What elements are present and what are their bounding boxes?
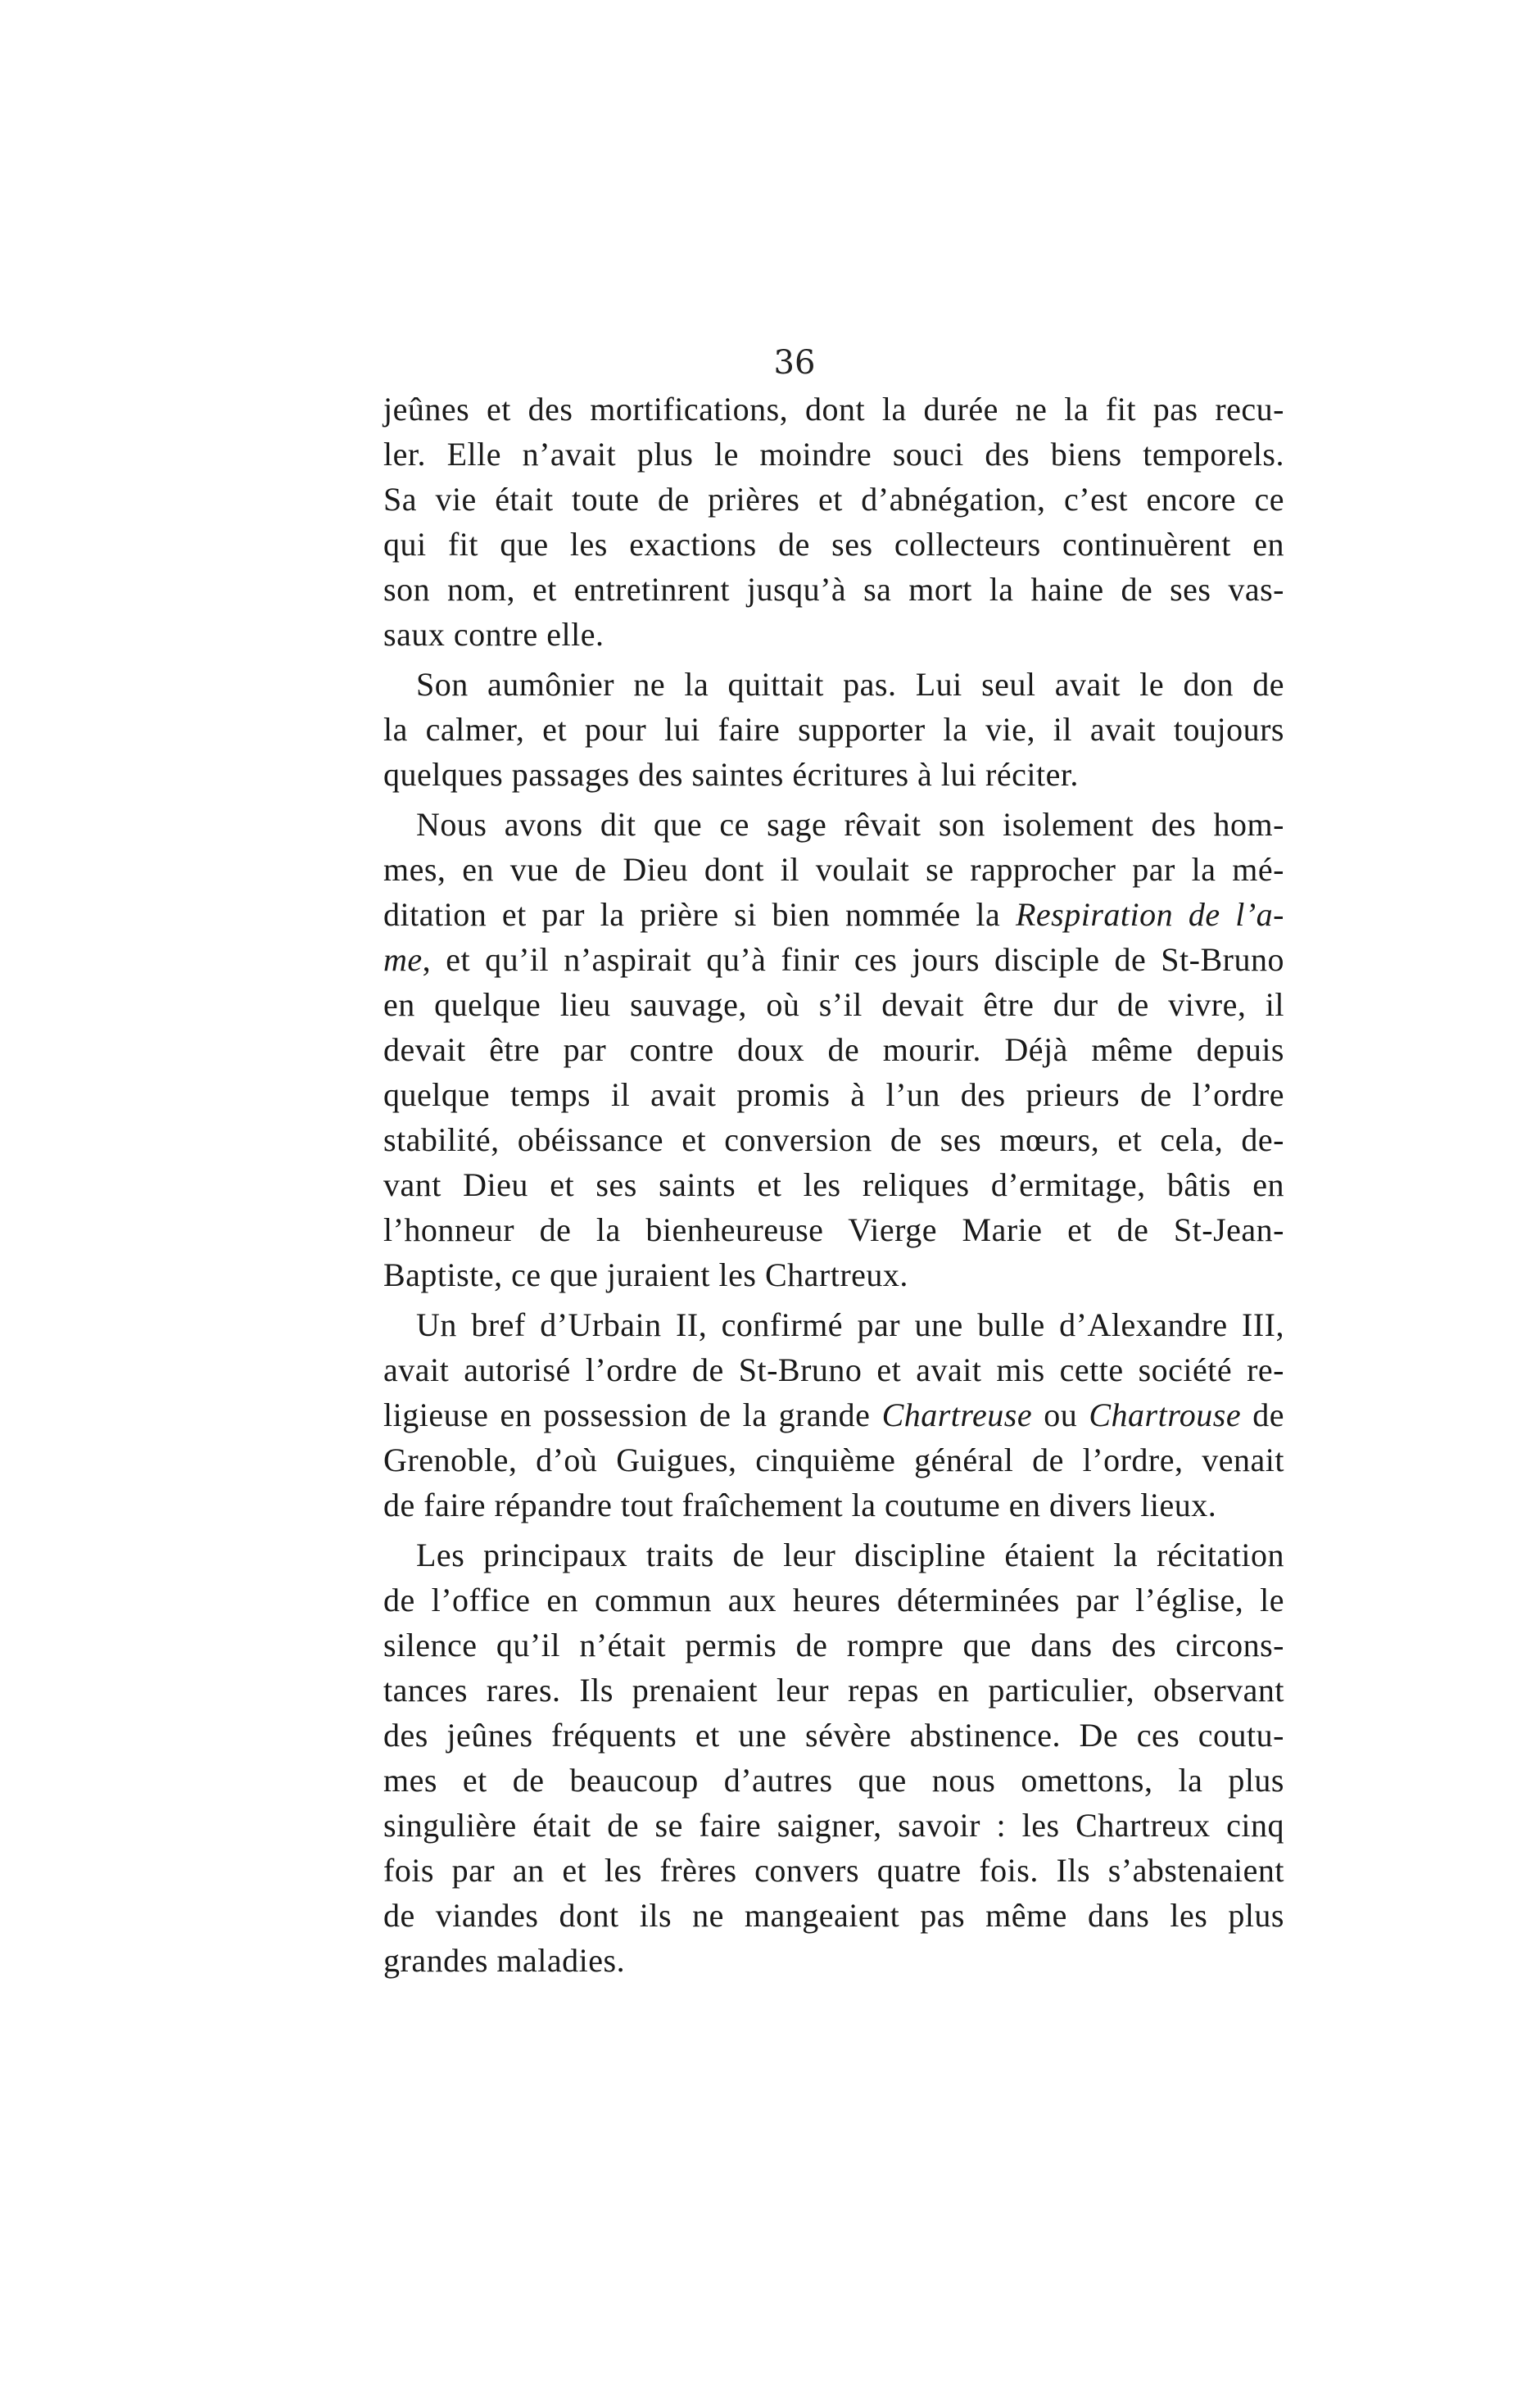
paragraph-start-line: Son aumônier ne la quittait pas. Lui seul avait le don de — [416, 666, 1284, 703]
text-line: Grenoble, d’où Guigues, cinquième général de l’ordre, venait — [383, 1442, 1284, 1478]
text-line: Sa vie était toute de prières et d’abnégation, c’est encore ce — [383, 481, 1284, 518]
paragraph-start-line: Un bref d’Urbain II, confirmé par une bulle d’Alexandre III, — [416, 1306, 1284, 1343]
text-line: son nom, et entretinrent jusqu’à sa mort la haine de ses vas- — [383, 571, 1284, 608]
text-line: de l’office en commun aux heures déterminées par l’église, le — [383, 1582, 1284, 1618]
text-line: l’honneur de la bienheureuse Vierge Marie et de St-Jean- — [383, 1211, 1284, 1248]
text-line — [383, 1392, 1284, 1437]
italic-text-run: Chartreuse — [881, 1396, 1033, 1433]
text-line: stabilité, obéissance et conversion de ses mœurs, et cela, de- — [383, 1121, 1284, 1158]
text-line: vant Dieu et ses saints et les reliques d’ermitage, bâtis en — [383, 1166, 1284, 1203]
text-run: ditation et par la prière si bien nommée la — [383, 896, 1016, 933]
text-line: qui fit que les exactions de ses collecteurs continuèrent en — [383, 526, 1284, 563]
paragraph-start-line: Nous avons dit que ce sage rêvait son isolement des hom- — [416, 806, 1284, 843]
text-line: avait autorisé l’ordre de St-Bruno et avait mis cette société re- — [383, 1351, 1284, 1388]
text-run: ligieuse en possession de la grande — [383, 1396, 882, 1433]
text-line: fois par an et les frères convers quatre fois. Ils s’abstenaient — [383, 1852, 1284, 1889]
text-line: en quelque lieu sauvage, où s’il devait être dur de vivre, il — [383, 986, 1284, 1023]
text-line: de viandes dont ils ne mangeaient pas même dans les plus — [383, 1897, 1284, 1934]
text-line: mes, en vue de Dieu dont il voulait se rapprocher par la mé- — [383, 851, 1284, 888]
text-line: quelques passages des saintes écritures à lui réciter. — [383, 756, 1079, 793]
text-line: quelque temps il avait promis à l’un des prieurs de l’ordre — [383, 1076, 1284, 1113]
text-line: silence qu’il n’était permis de rompre que dans des circons- — [383, 1627, 1284, 1663]
text-run: de — [1241, 1396, 1285, 1433]
text-run: , et qu’il n’aspirait qu’à finir ces jours disciple de St-Bruno — [422, 941, 1284, 978]
text-line: la calmer, et pour lui faire supporter la vie, il avait toujours — [383, 711, 1284, 748]
text-line: devait être par contre doux de mourir. Déjà même depuis — [383, 1031, 1284, 1068]
text-line: de faire répandre tout fraîchement la coutume en divers lieux. — [383, 1487, 1217, 1523]
text-line — [383, 892, 1284, 937]
italic-text-run: Respiration de l’a- — [1015, 896, 1284, 933]
text-line: singulière était de se faire saigner, savoir : les Chartreux cinq — [383, 1807, 1284, 1844]
text-line: mes et de beaucoup d’autres que nous omettons, la plus — [383, 1762, 1284, 1799]
text-line: ler. Elle n’avait plus le moindre souci des biens temporels. — [383, 436, 1284, 473]
text-line: grandes maladies. — [383, 1942, 626, 1979]
text-line: saux contre elle. — [383, 616, 604, 653]
paragraph-start-line: Les principaux traits de leur discipline étaient la récitation — [416, 1537, 1284, 1573]
italic-text-run: me — [383, 941, 423, 978]
page-number: 36 — [773, 344, 816, 382]
italic-text-run: Chartrouse — [1089, 1396, 1242, 1433]
text-line — [383, 937, 1284, 982]
text-run: ou — [1032, 1396, 1089, 1433]
text-line: des jeûnes fréquents et une sévère abstinence. De ces coutu- — [383, 1717, 1284, 1754]
text-line: Baptiste, ce que juraient les Chartreux. — [383, 1256, 908, 1293]
text-line: tances rares. Ils prenaient leur repas en particulier, observant — [383, 1672, 1284, 1709]
body-text — [383, 387, 1284, 1983]
text-line: jeûnes et des mortifications, dont la durée ne la fit pas recu- — [383, 391, 1284, 428]
